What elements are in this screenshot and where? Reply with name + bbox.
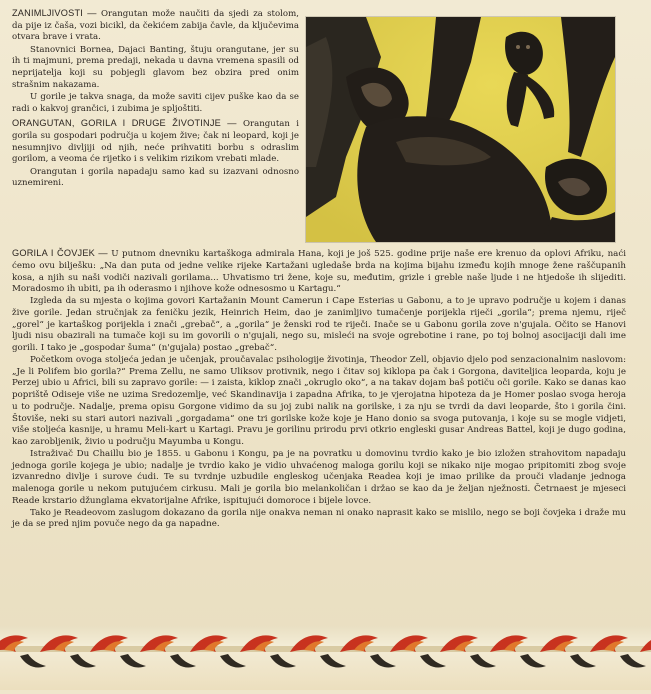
paragraph-zanimljivosti [12, 8, 299, 44]
decorative-flame-border [0, 626, 651, 690]
text-orangutan-gorila: Orangutan i gorila su gospodari područja u kojem žive; čak ni leopard, koji je nesumnjivo divljiji od njih, neće prihvatiti borbu s odraslim gorilom, a veoma će rijetko i s velikim rizikom vrebati mlade. [12, 119, 299, 165]
paragraph-snaga-gorile: U gorile je takva snaga, da može saviti cijev puške kao da se radi o kakvoj grančici, i zubima je spljoštiti. [12, 92, 299, 114]
border-leaf [270, 654, 296, 668]
border-leaf [120, 654, 146, 668]
border-leaf [370, 654, 396, 668]
border-leaf [570, 654, 596, 668]
paragraph-napadaju: Orangutan i gorila napadaju samo kad su izazvani odnosno uznemireni. [12, 166, 299, 189]
paragraph-polifem: Početkom ovoga stoljeća jedan je učenjak, proučavalac psihologije životinja, Theodor Zell, objavio djelo pod senzacionalnim naslovom: „Je li Polifem bio gorila?“ Prema Zellu, ne samo Uliksov protivnik, nego i čitav soj kiklopa pa čak i Gorgona, daviteljica leoparda, koju je Perzej ubio u Africi, bili su zapravo gorile: — i zaista, kiklop znači „okruglo oko“, a na takav dojam baš potiču oči gorile. Kako se danas kao popriště Odiseje više ne uzima Sredozemlje, već Skandinavija i zapadna Afrika, to je vjerojatna hipoteza da je Homer poslao svoga heroja u to područje. Nadalje, prema opisu Gorgone vidimo da su joj zubi nalik na gorilske, i za nju se tvrdi da davi leoparde, što i gorila čini. Štoviše, neki su stari autori nazivali „gorgadama“ one tri gorilske kože koje je Hano donio sa svoga putovanja, i koje su se mogle vidjeti, više stoljeća kasnije, u hramu Meli-kart u Kartagi. Pravu je gorilinu prirodu prvi otkrio engleski gusar Andreas Battel, koji je dugo godina, kao zarobljenik, živio u području Mayumba u Kongu. [12, 354, 626, 447]
heading-zanimljivosti: ZANIMLJIVOSTI — [12, 8, 97, 18]
border-leaf [620, 654, 646, 668]
border-leaf [70, 654, 96, 668]
border-leaf [320, 654, 346, 668]
main-article-text [12, 248, 626, 531]
border-leaf [520, 654, 546, 668]
left-column-text [12, 8, 299, 191]
text-gorila-i-covjek: U putnom dnevniku kartaškoga admirala Hana, koji je još 525. godine prije naše ere krenuo da oplovi Afriku, naći ćemo ovu bilješku: „Na dan puta od jedne velike rijeke Kartažani ugledaše brda na kojima bijahu između kojih mnoge žene raščupanih kosa, a njih su naši vodiči nazivali gorilama... Uhvatismo tri žene, koje su, međutim, grizle i greble naše ljude i ne htjedoše ih slijediti. Moradosmo ih ubiti, pa ih oderasmo i njihove kože odnesosmo u Kartagu.“ [12, 249, 626, 295]
paragraph-orangutan-gorila [12, 118, 299, 165]
paragraph-readeovom-zaslugom: Tako je Readeovom zaslugom dokazano da gorila nije onakva neman ni onako naprasit kako se mislilo, nego se boji čovjeka i draže mu je da se pred njim povuče nego da ga napadne. [12, 507, 626, 530]
paragraph-kartazanin: Izgleda da su mjesta o kojima govori Kartažanin Mount Camerun i Cape Esterias u Gabonu, a to je upravo područje u kojem i danas žive gorile. Jedan stručnjak za feničku jezik, Heinrich Heim, dao je zanimljivo tumačenje porijekla riječi „gorila“; prema njemu, riječ „gorel“ je kartaškog porijekla i znači „grebač“, a „gorila“ je ženski rod te riječi. Inače se u Gabonu gorila zove n'gujala. Očito se Hanovi ljudi nisu obazirali na tumače koji su im govorili o n'gujali, nego su, misleći na svoje ogrebotine i rane, po toj bolnoj asocijaciji dali ime gorili. I tako je „gospodar šuma“ (n'gujala) postao „grebač“. [12, 296, 626, 353]
paragraph-dajaci: Stanovnici Bornea, Dajaci Banting, štuju orangutane, jer su ih ti majmuni, prema predaji, nekada u davna vremena spasili od neprijatelja koji su pobjegli glavom bez obzira pred onim strašnim nakazama. [12, 44, 299, 90]
border-leaf [470, 654, 496, 668]
paragraph-gorila-i-covjek [12, 248, 626, 296]
border-leaf [220, 654, 246, 668]
gorilla-photo [306, 17, 615, 242]
flame-border-ornament [0, 626, 651, 690]
border-leaf [170, 654, 196, 668]
border-leaf [20, 654, 46, 668]
text-zanimljivosti: Orangutan može naučiti da sjedi za stolom, da pije iz čaša, vozi bicikl, da čekićem zabija čavle, da ključevima otvara brave i vrata. [12, 9, 299, 43]
heading-orangutan-gorila: ORANGUTAN, GORILA I DRUGE ŽIVOTINJE — [12, 118, 237, 129]
paragraph-du-chaillu: Istraživač Du Chaillu bio je 1855. u Gabonu i Kongu, pa je na povratku u domovinu tvrdio kako je bio izložen strahovitom napadaju jednoga gorile kojega je ubio; nadalje je tvrdio kako je vidio uhvaćenog maloga gorilu koji se nikako nije mogao pripitomiti zbog svoje izvanredno divlje i surove ćudi. Te su tvrdnje uzbudile engleskog učenjaka Readea koji je imao prilike da prouči vladanje jednoga malenoga gorile u nekom putujućem cirkusu. Mali je gorila bio melankoličan i držao se kao da je željan nježnosti. Četrnaest je mjeseci Reade krstario džunglama ekvatorijalne Afrike, ispitujući domoroce i bijele lovce. [12, 448, 626, 506]
heading-gorila-i-covjek: GORILA I ČOVJEK — [12, 248, 108, 258]
border-leaf [420, 654, 446, 668]
